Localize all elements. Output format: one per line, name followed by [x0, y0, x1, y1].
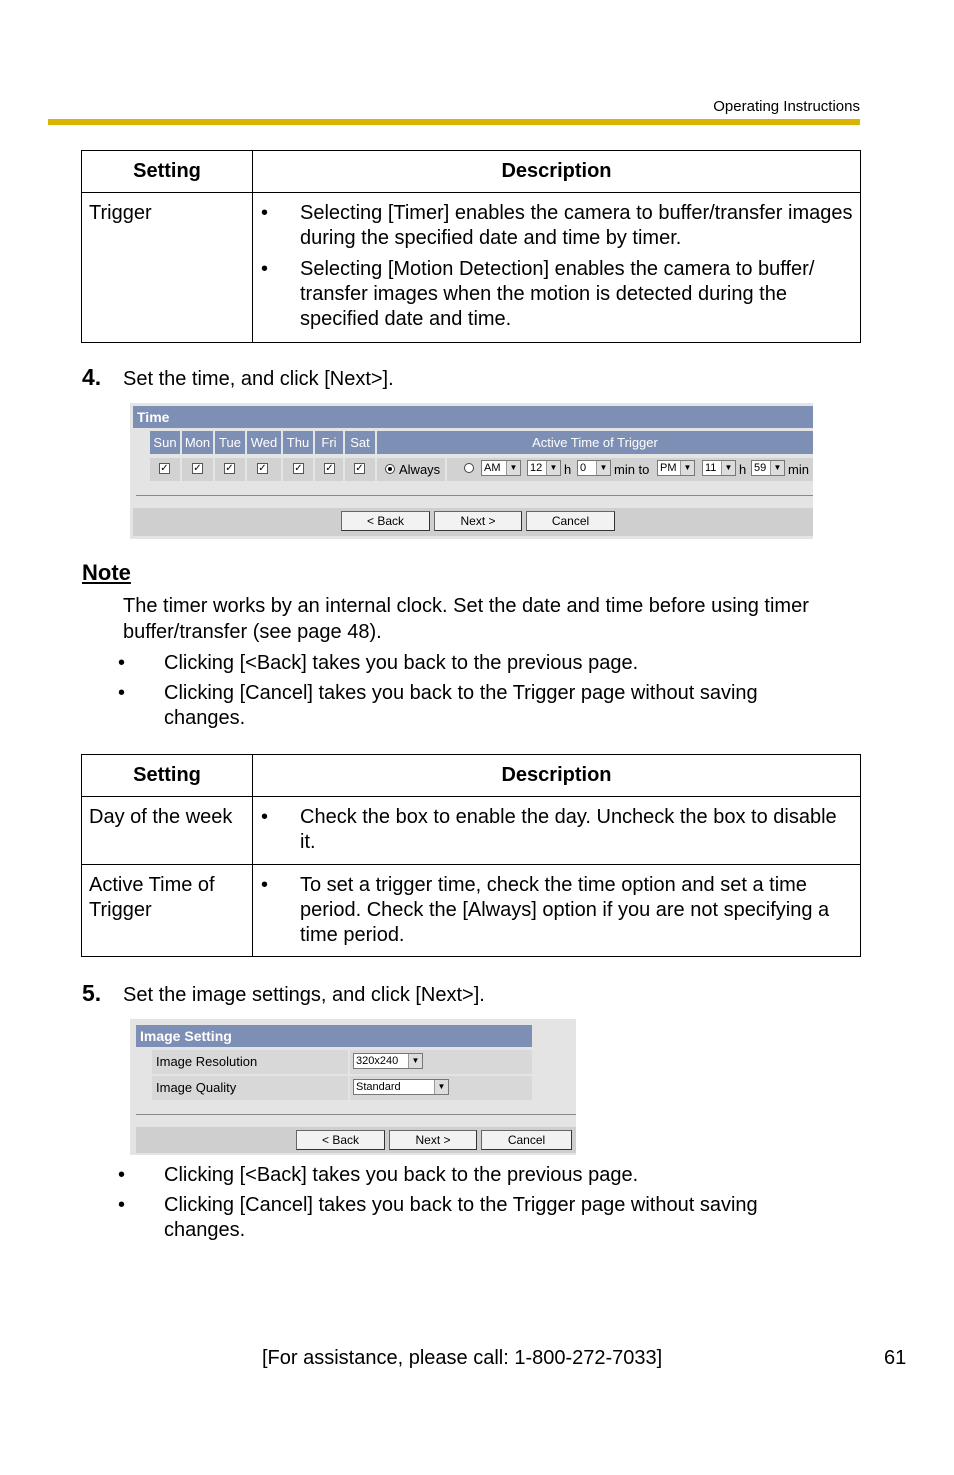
day-header-sat: Sat [345, 431, 375, 454]
time-settings-table [81, 754, 861, 957]
next-button[interactable]: Next > [389, 1130, 477, 1150]
checkbox-sat[interactable]: ✓ [355, 463, 364, 474]
checkbox-fri[interactable]: ✓ [325, 463, 334, 474]
day-header-tue: Tue [215, 431, 245, 454]
button-bar [136, 1127, 576, 1153]
bullet-item: • Clicking [Cancel] takes you back to the Trigger page without saving changes. [118, 682, 758, 729]
note-text: The timer works by an internal clock. Set the date and time before using timer buffer/transfer (see page 48). [123, 595, 809, 643]
checkbox-tue[interactable]: ✓ [225, 463, 234, 474]
from-ampm-select[interactable]: AM ▼ [481, 460, 521, 476]
day-header-sun: Sun [150, 431, 180, 454]
checkbox-wed[interactable]: ✓ [258, 463, 267, 474]
step-4 [82, 364, 394, 391]
next-button[interactable]: Next > [434, 511, 522, 531]
step-number: 5. [82, 980, 102, 1006]
header-rule [48, 119, 860, 125]
to-hour-select[interactable]: 11 ▼ [702, 460, 736, 476]
resolution-select[interactable]: 320x240 ▼ [353, 1053, 423, 1069]
divider [136, 495, 813, 496]
table-row [82, 193, 861, 343]
checkbox-sun[interactable]: ✓ [160, 463, 169, 474]
column-header-setting: Setting [82, 151, 253, 193]
minute-unit-label: min [788, 462, 809, 477]
after-bullet-list [118, 1163, 818, 1243]
bullet-item: • Clicking [<Back] takes you back to the previous page. [118, 1164, 639, 1186]
bullet-item: • Selecting [Timer] enables the camera to buffer/transfer images during the specified date and time by timer. [261, 202, 853, 249]
time-settings-panel [130, 403, 813, 539]
bullet-item: • Clicking [<Back] takes you back to the previous page. [118, 652, 639, 674]
active-time-header: Active Time of Trigger [377, 431, 813, 454]
column-header-setting: Setting [82, 755, 253, 797]
hour-unit-label: h [739, 462, 747, 477]
resolution-label: Image Resolution [156, 1054, 258, 1069]
day-header-thu: Thu [283, 431, 313, 454]
page-number: 61 [884, 1347, 907, 1369]
step-number: 4. [82, 364, 102, 390]
from-hour-select[interactable]: 12 ▼ [527, 460, 561, 476]
setting-name: Active Time of Trigger [82, 865, 253, 957]
day-header-mon: Mon [182, 431, 213, 454]
bullet-item: • To set a trigger time, check the time option and set a time period. Check the [Always] option if you are not specifying a time period. [261, 874, 830, 946]
image-settings-panel [130, 1019, 576, 1155]
panel-title: Time [133, 406, 813, 428]
min-to-label: min to [614, 462, 650, 477]
step-5 [82, 980, 485, 1007]
always-label: Always [399, 462, 441, 477]
setting-name: Day of the week [82, 797, 253, 865]
bullet-item: • Clicking [Cancel] takes you back to the Trigger page without saving changes. [118, 1194, 758, 1241]
to-minute-select[interactable]: 59 ▼ [751, 460, 785, 476]
day-header-fri: Fri [315, 431, 343, 454]
checkbox-mon[interactable]: ✓ [193, 463, 202, 474]
table-row [82, 865, 861, 957]
note-heading: Note [82, 560, 131, 585]
from-minute-select[interactable]: 0 ▼ [577, 460, 611, 476]
table-row [82, 797, 861, 865]
note-bullet-list [118, 651, 818, 731]
back-button[interactable]: < Back [341, 511, 430, 531]
divider [136, 1114, 576, 1115]
column-header-description: Description [253, 755, 861, 797]
bullet-item: • Selecting [Motion Detection] enables the camera to buffer/ transfer images when the motion is detected during the specified date and time. [261, 258, 815, 330]
back-button[interactable]: < Back [296, 1130, 385, 1150]
always-radio[interactable] [385, 464, 395, 474]
column-header-description: Description [253, 151, 861, 193]
assistance-text: [For assistance, please call: 1-800-272-7033] [262, 1347, 663, 1369]
checkbox-thu[interactable]: ✓ [294, 463, 303, 474]
hour-unit-label: h [564, 462, 572, 477]
setting-name: Trigger [82, 193, 253, 343]
quality-select[interactable]: Standard ▼ [353, 1079, 449, 1095]
step-text: Set the time, and click [Next>]. [123, 368, 394, 390]
to-ampm-select[interactable]: PM ▼ [657, 460, 695, 476]
running-header: Operating Instructions [713, 98, 860, 115]
day-header-wed: Wed [247, 431, 281, 454]
time-period-radio[interactable] [464, 463, 474, 473]
quality-label: Image Quality [156, 1080, 237, 1095]
trigger-settings-table [81, 150, 861, 343]
cancel-button[interactable]: Cancel [526, 511, 615, 531]
cancel-button[interactable]: Cancel [481, 1130, 572, 1150]
step-text: Set the image settings, and click [Next>]. [123, 984, 485, 1006]
button-bar [133, 508, 813, 536]
panel-title: Image Setting [136, 1025, 532, 1047]
bullet-item: • Check the box to enable the day. Uncheck the box to disable it. [261, 806, 837, 853]
